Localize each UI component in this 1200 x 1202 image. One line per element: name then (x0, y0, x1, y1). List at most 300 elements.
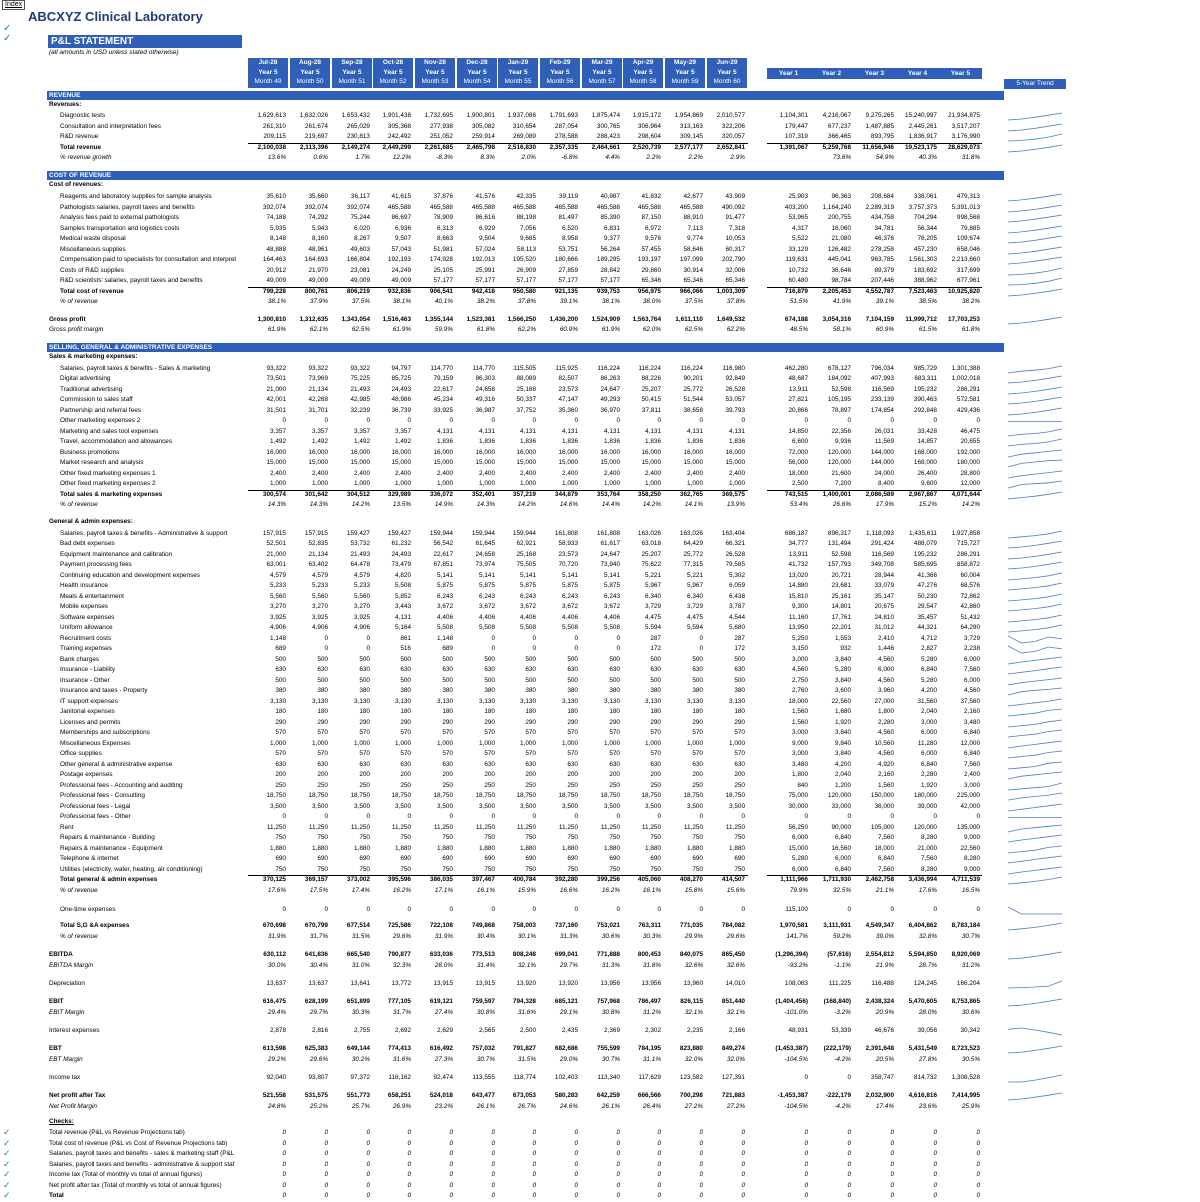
check-value: 0 (976, 1129, 980, 1136)
month-value: 1,000 (437, 740, 453, 747)
month-value: 380 (275, 687, 286, 694)
month-value: 750 (692, 834, 703, 841)
month-value: 15,000 (558, 459, 578, 466)
annual-value: 292,848 (913, 407, 937, 414)
month-value: 13.5% (392, 501, 411, 508)
annual-value: 18,000 (874, 845, 894, 852)
month-value: 0 (282, 906, 286, 913)
check-value: 0 (847, 1181, 851, 1189)
annual-value: 10,732 (788, 267, 808, 274)
annual-value: 715,727 (956, 540, 980, 547)
month-value: 63,402 (308, 561, 328, 568)
month-value: 115,505 (513, 365, 536, 372)
annual-value: 1,400,001 (822, 491, 851, 498)
row-label: Medical waste disposal (60, 235, 126, 242)
statement-subtitle: (all amounts in USD unless stated otherwise) (49, 49, 179, 56)
month-value: 6,313 (437, 225, 453, 232)
month-value: 61.9% (267, 326, 286, 333)
month-value: 750 (317, 834, 328, 841)
month-header (623, 58, 663, 88)
month-value: 5,141 (562, 572, 578, 579)
annual-value: 75,000 (788, 792, 808, 799)
month-value: 42,985 (350, 396, 370, 403)
month-value: 500 (734, 656, 745, 663)
month-value: 784,082 (721, 922, 745, 929)
month-value: 3,357 (395, 428, 411, 435)
month-value: 1,836 (437, 438, 453, 445)
annual-value: 21.9% (875, 962, 894, 969)
month-value: 40,987 (600, 193, 620, 200)
month-value: 336,072 (429, 491, 453, 498)
month-value: 666,566 (637, 1092, 661, 1099)
month-value: 25,168 (516, 386, 536, 393)
month-value: 500 (275, 656, 286, 663)
month-value: 59.9% (434, 326, 453, 333)
month-value: 9,504 (479, 235, 495, 242)
check-value: 0 (491, 1160, 495, 1168)
month-value: 15,000 (683, 459, 703, 466)
month-value: 180 (484, 708, 495, 715)
month-value: 570 (275, 729, 286, 736)
annual-value: 42,000 (960, 803, 980, 810)
month-value: 1,000 (562, 480, 578, 487)
month-value: 5,302 (729, 572, 745, 579)
month-value: 570 (484, 729, 495, 736)
month-header (373, 58, 413, 88)
annual-value: 1,487,885 (865, 123, 894, 130)
row-label: % of revenue (60, 501, 98, 508)
trend-line (1008, 247, 1062, 254)
month-value: 288,423 (596, 133, 620, 140)
month-value: 180 (567, 708, 578, 715)
check-value: 0 (532, 1181, 536, 1189)
month-value: 250 (525, 782, 536, 789)
month-value: 86,616 (475, 214, 495, 221)
month-value: 1,880 (479, 845, 495, 852)
month-value: 24,658 (475, 386, 495, 393)
annual-value: 72,862 (960, 593, 980, 600)
month-value: 685,121 (554, 998, 578, 1005)
trend-line (1008, 1028, 1062, 1035)
row-label: Consultation and interpretation fees (60, 123, 161, 130)
month-value: 861 (400, 635, 411, 642)
check-value: 0 (407, 1150, 411, 1157)
annual-value: 6,000 (964, 656, 980, 663)
month-value: 42,677 (683, 193, 703, 200)
month-value: 4,906 (354, 624, 370, 631)
annual-value: 8,280 (921, 834, 937, 841)
month-value: 699,041 (554, 951, 578, 958)
month-value: 26.1% (601, 1103, 620, 1110)
annual-value: 278,258 (870, 246, 894, 253)
row-label: % of revenue (60, 887, 98, 894)
check-value: 0 (574, 1192, 578, 1199)
month-value: 3,270 (270, 603, 286, 610)
month-value: 750 (275, 866, 286, 873)
annual-value: 32.5% (832, 887, 851, 894)
month-value: 26.9% (392, 1103, 411, 1110)
annual-value: 286,291 (956, 386, 980, 393)
trend-line (1008, 471, 1062, 478)
month-value: 13,772 (391, 980, 411, 987)
annual-value: 52,598 (831, 551, 851, 558)
check-value: 0 (699, 1171, 703, 1178)
month-value: 2,010,577 (716, 112, 745, 119)
month-value: 56,264 (600, 246, 620, 253)
annual-value: 14,850 (788, 428, 808, 435)
month-value: 309,145 (679, 133, 703, 140)
month-value: 30.4% (309, 962, 328, 969)
annual-value: 3,840 (835, 750, 851, 757)
trend-line (1008, 460, 1062, 467)
month-header-month: Jul-28 (258, 59, 278, 66)
month-value: 290 (734, 719, 745, 726)
check-value: 0 (847, 1192, 851, 1199)
row-label: Professional fees - Legal (60, 803, 131, 810)
month-value: 5,875 (562, 582, 578, 589)
annual-value: 107,319 (784, 133, 808, 140)
trend-sparkline (1006, 459, 1064, 468)
annual-value: 25,161 (831, 593, 851, 600)
month-value: 14.1% (684, 501, 703, 508)
month-value: 11,250 (308, 824, 328, 831)
month-value: 1,000 (395, 480, 411, 487)
annual-value: 488,079 (913, 540, 937, 547)
month-value: 61,645 (475, 540, 495, 547)
annual-value: 2,760 (792, 687, 808, 694)
month-value: 24,658 (475, 551, 495, 558)
trend-line (1008, 678, 1062, 685)
annual-value: 26,031 (874, 428, 894, 435)
annual-value: 48.5% (789, 326, 808, 333)
month-value: 1,836 (479, 438, 495, 445)
month-value: 465,588 (554, 204, 578, 211)
month-value: 42,001 (266, 396, 286, 403)
annual-value: 68,576 (960, 582, 980, 589)
month-value: 6,243 (479, 593, 495, 600)
annual-value: 6,000 (792, 834, 808, 841)
month-value: 290 (567, 719, 578, 726)
month-value: 4,131 (729, 428, 745, 435)
annual-value: 120,000 (827, 459, 851, 466)
month-value: 21,493 (350, 386, 370, 393)
check-value: 0 (616, 1150, 620, 1157)
month-value: 85,725 (391, 375, 411, 382)
month-value: 2.2% (646, 154, 661, 161)
month-value: 65,346 (641, 277, 661, 284)
annual-value: 18,000 (788, 470, 808, 477)
row-label: Costs of R&D supplies (60, 267, 124, 274)
check-value: 0 (532, 1160, 536, 1168)
month-value: 5,560 (354, 593, 370, 600)
month-value: 57,177 (600, 277, 620, 284)
month-value: 15,000 (266, 459, 286, 466)
month-value: 0 (449, 813, 453, 820)
month-value: 823,880 (679, 1045, 703, 1052)
month-header (248, 58, 288, 88)
month-value: 630 (734, 666, 745, 673)
annual-value: 98,784 (831, 277, 851, 284)
month-value: 524,018 (429, 1092, 453, 1099)
month-value: 27.2% (726, 1103, 745, 1110)
month-value: 13,637 (308, 980, 328, 987)
month-value: 5,594 (687, 624, 703, 631)
month-value: 5,875 (479, 582, 495, 589)
month-value: 1,880 (395, 845, 411, 852)
trend-line (1008, 999, 1062, 1006)
month-header-m: Month 57 (588, 78, 616, 85)
month-value: 570 (525, 729, 536, 736)
check-value: 0 (491, 1150, 495, 1157)
month-value: 630 (484, 761, 495, 768)
month-value: 57,177 (558, 277, 578, 284)
annual-value: 2,462,758 (865, 876, 894, 883)
total-rule (248, 287, 748, 288)
month-value: 3,925 (312, 614, 328, 621)
month-value: 16,000 (641, 449, 661, 456)
index-link[interactable]: Index (2, 0, 25, 10)
month-value: 13,915 (433, 980, 453, 987)
annual-value: 658,046 (956, 246, 980, 253)
annual-value: 932 (840, 645, 851, 652)
annual-value: 1,446 (878, 645, 894, 652)
month-value: 21,970 (308, 267, 328, 274)
check-label: Net profit after tax (Total of monthly vs total of annual figures) (49, 1181, 222, 1189)
annual-value: 56,000 (788, 459, 808, 466)
trend-line (1008, 366, 1062, 373)
month-value: 6,929 (479, 225, 495, 232)
row-label: Mobile expenses (60, 603, 108, 610)
trend-sparkline (1006, 193, 1064, 202)
month-value: 6,340 (645, 593, 661, 600)
trend-line (1008, 907, 1062, 914)
month-value: 5,594 (645, 624, 661, 631)
month-value: 1,523,381 (466, 316, 495, 323)
month-header-month: May-29 (673, 59, 697, 66)
month-value: 14.2% (517, 501, 536, 508)
month-value: 38.0% (642, 298, 661, 305)
annual-value: 18,000 (788, 698, 808, 705)
check-value: 0 (574, 1160, 578, 1168)
trend-line (1008, 194, 1062, 201)
month-value: 200 (400, 771, 411, 778)
month-value: 570 (400, 729, 411, 736)
trend-sparkline (1006, 540, 1064, 549)
annual-value: 11,160 (788, 614, 808, 621)
month-value: 31.6% (392, 1056, 411, 1063)
month-value: 25,207 (641, 551, 661, 558)
annual-value: 5,594,850 (908, 951, 937, 958)
month-value: 250 (484, 782, 495, 789)
month-value: 159,944 (429, 530, 453, 537)
month-value: 0 (282, 813, 286, 820)
check-value: 0 (976, 1150, 980, 1157)
annual-value: 157,793 (827, 561, 851, 568)
month-value: 18,750 (308, 792, 328, 799)
trend-sparkline (1006, 428, 1064, 437)
row-label: % revenue growth (60, 154, 112, 161)
annual-value: 291,424 (870, 540, 894, 547)
annual-value: 10,925,820 (948, 288, 980, 295)
month-value: 79,585 (725, 561, 745, 568)
month-value: 93,807 (308, 1074, 328, 1081)
annual-value: 2,554,812 (865, 951, 894, 958)
row-label: Pathologists salaries, payroll taxes and benefits (60, 204, 195, 211)
month-value: 750 (442, 834, 453, 841)
row-label: Other marketing expenses 2 (60, 417, 141, 424)
annual-value: 3,000 (792, 656, 808, 663)
month-value: 4,579 (270, 572, 286, 579)
annual-value: 59.2% (832, 933, 851, 940)
month-value: 570 (484, 750, 495, 757)
check-value: 0 (616, 1129, 620, 1136)
annual-value: 4,216,067 (822, 112, 851, 119)
month-value: 8,958 (562, 235, 578, 242)
month-value: 18,750 (641, 792, 661, 799)
annual-value: 56,250 (788, 824, 808, 831)
check-value: 0 (847, 1160, 851, 1168)
annual-value: 46,676 (874, 1027, 894, 1034)
annual-value: (168,840) (823, 998, 851, 1005)
table-row (0, 961, 1200, 972)
trend-line (1008, 317, 1062, 324)
annual-value: 674,188 (784, 316, 808, 323)
month-value: 2,149,274 (341, 144, 370, 151)
month-value: 11,250 (350, 824, 370, 831)
month-value: 57,043 (391, 246, 411, 253)
month-value: 771,888 (596, 951, 620, 958)
trend-sparkline (1006, 719, 1064, 728)
month-value: 14.6% (559, 501, 578, 508)
row-label: Rent (60, 824, 74, 831)
trend-sparkline (1006, 998, 1064, 1007)
annual-value: 28,629,073 (948, 144, 980, 151)
check-value: 0 (574, 1139, 578, 1147)
month-value: 2,565 (479, 1027, 495, 1034)
month-value: 42,335 (516, 193, 536, 200)
month-value: 380 (609, 687, 620, 694)
checks-header: Checks: (49, 1118, 74, 1125)
row-label: R&D scientists' salaries, payroll taxes and benefits (60, 277, 203, 284)
annual-value: 3,176,990 (951, 133, 980, 140)
annual-value: 108,063 (784, 980, 808, 987)
annual-value: 1,560 (878, 782, 894, 789)
row-label: Software expenses (60, 614, 115, 621)
month-value: 932,836 (387, 288, 411, 295)
month-value: 48,888 (266, 246, 286, 253)
annual-value: 366,465 (827, 133, 851, 140)
month-value: 242,492 (387, 133, 411, 140)
month-value: 570 (692, 750, 703, 757)
annual-value: 34,781 (874, 225, 894, 232)
annual-header: Year 3 (853, 68, 896, 79)
trend-sparkline (1006, 438, 1064, 447)
month-value: 630 (317, 666, 328, 673)
check-value: 0 (491, 1139, 495, 1147)
annual-value: 1,104,301 (779, 112, 808, 119)
month-value: 180 (692, 708, 703, 715)
check-value: 0 (616, 1181, 620, 1189)
trend-sparkline (1006, 582, 1064, 591)
month-value: 48,986 (391, 396, 411, 403)
month-value: 85,390 (600, 214, 620, 221)
trend-line (1008, 278, 1062, 285)
month-value: 806,219 (346, 288, 370, 295)
annual-value: 3,840 (835, 656, 851, 663)
month-value: 2,400 (729, 470, 745, 477)
annual-value: 2,967,867 (908, 491, 937, 498)
annual-value: 4,560 (792, 666, 808, 673)
annual-value: 6,404,862 (908, 922, 937, 929)
month-value: 352,401 (471, 491, 495, 498)
check-mark-icon: ✓ (3, 1169, 11, 1179)
trend-line (1008, 552, 1062, 559)
annual-value: 124,245 (913, 980, 937, 987)
month-value: 24,249 (391, 267, 411, 274)
month-value: 465,588 (429, 204, 453, 211)
month-value: 616,475 (262, 998, 286, 1005)
annual-value: 37,560 (960, 698, 980, 705)
month-value: 1,900,801 (466, 112, 495, 119)
check-value: 0 (976, 1192, 980, 1199)
month-value: 5,508 (479, 624, 495, 631)
month-value: 690 (359, 855, 370, 862)
month-value: 628,199 (304, 998, 328, 1005)
check-value: 0 (324, 1171, 328, 1178)
annual-value: 38.2% (961, 298, 980, 305)
month-value: 32,239 (350, 407, 370, 414)
month-value: 290 (525, 719, 536, 726)
month-header-m: Month 60 (713, 78, 741, 85)
check-value: 0 (657, 1139, 661, 1147)
month-value: 826,115 (680, 998, 703, 1005)
annual-value: 22,560 (831, 698, 851, 705)
month-value: 290 (609, 719, 620, 726)
month-value: 250 (734, 782, 745, 789)
trend-sparkline (1006, 1092, 1064, 1101)
trend-line (1008, 923, 1062, 930)
month-value: 53,732 (350, 540, 370, 547)
row-label: EBITDA (49, 951, 73, 958)
trend-sparkline (1006, 480, 1064, 489)
annual-value: 7,560 (964, 761, 980, 768)
annual-value: 90,000 (831, 824, 851, 831)
month-value: 1,148 (270, 635, 286, 642)
month-value: 1,492 (312, 438, 328, 445)
month-value: 11,250 (725, 824, 745, 831)
month-value: 16,000 (683, 449, 703, 456)
annual-value: 135,000 (956, 824, 980, 831)
annual-value: 5,280 (792, 855, 808, 862)
month-value: 0 (491, 635, 495, 642)
month-value: 32,006 (725, 267, 745, 274)
month-header-month: Mar-29 (591, 59, 613, 66)
month-value: 0 (616, 906, 620, 913)
check-value: 0 (324, 1150, 328, 1157)
trend-sparkline (1006, 1027, 1064, 1036)
check-value: 0 (657, 1160, 661, 1168)
month-value: 15,000 (516, 459, 536, 466)
month-value: 500 (567, 677, 578, 684)
annual-value: 1,711,930 (822, 876, 851, 883)
month-value: 32.0% (726, 1056, 745, 1063)
check-value: 0 (699, 1139, 703, 1147)
month-value: 197,099 (679, 256, 703, 263)
annual-value: 9,936 (835, 438, 851, 445)
month-value: 1,000 (395, 740, 411, 747)
annual-value: 998,568 (956, 214, 980, 221)
row-label: Payment processing fees (60, 561, 132, 568)
